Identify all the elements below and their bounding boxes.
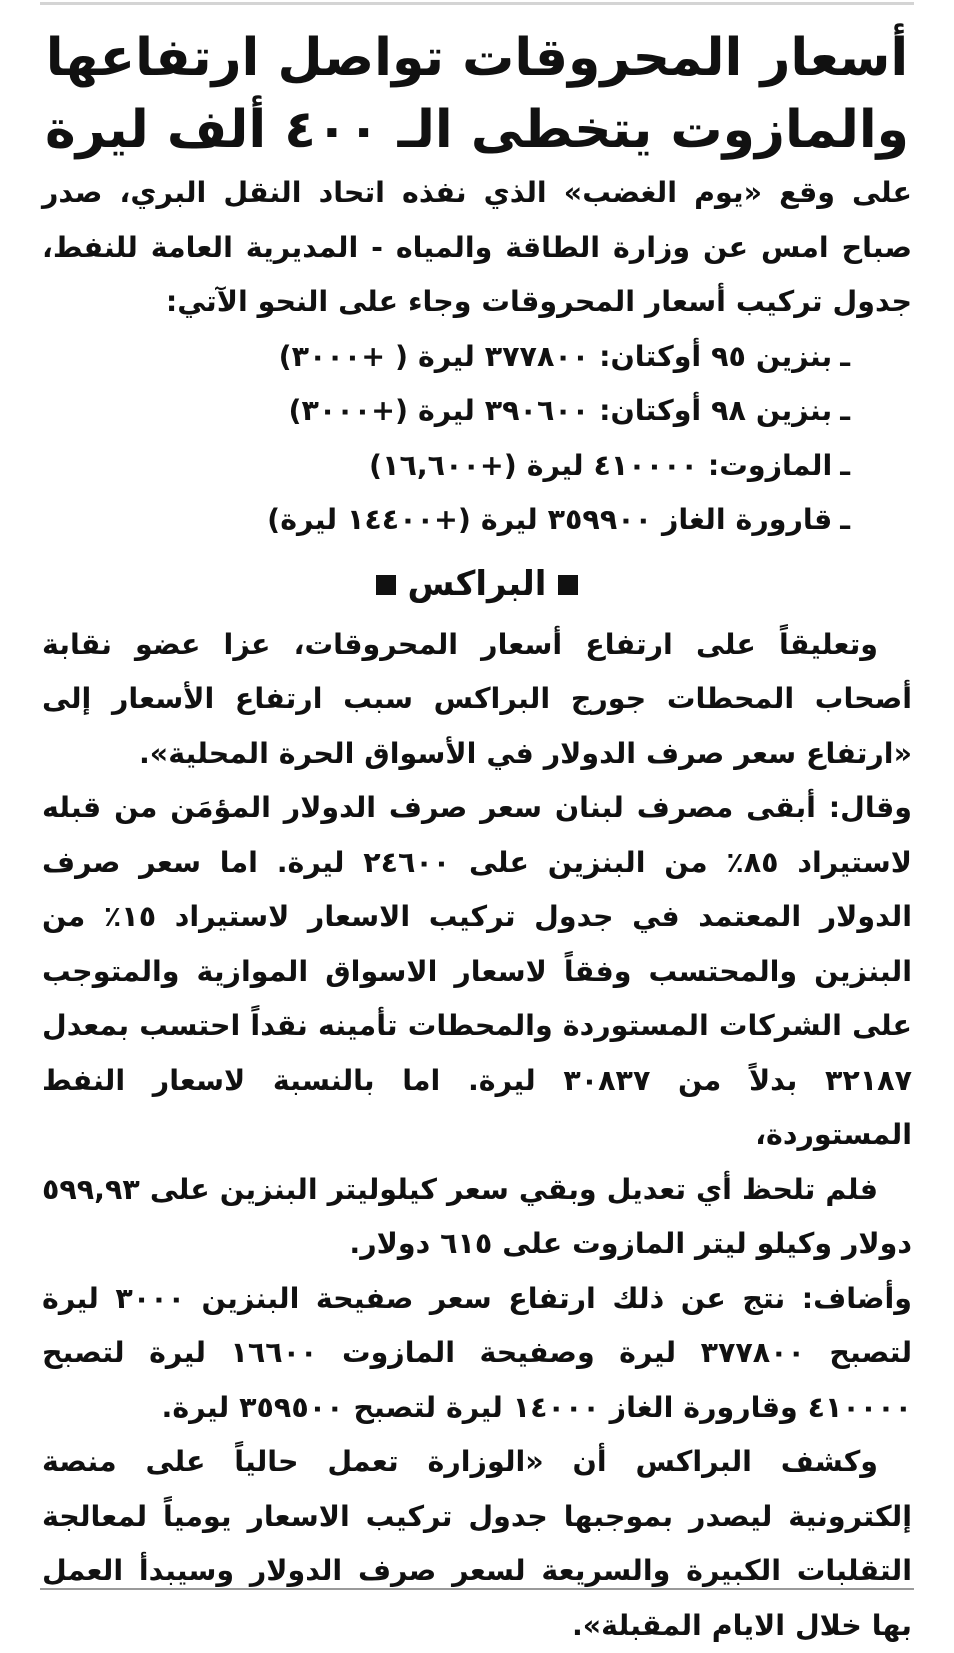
price-list-item-text: بنزين ٩٨ أوكتان: ٣٩٠٦٠٠ ليرة (+٣٠٠٠): [288, 394, 833, 427]
price-list-item-diesel: [42, 439, 850, 494]
bullet-dash: ـ: [840, 339, 850, 373]
bullet-dash: ـ: [840, 394, 850, 427]
subhead-label: البراكس: [407, 563, 547, 604]
lead-paragraph: على وقع «يوم الغضب» الذي نفذه اتحاد النقل البري، صدر صباح امس عن وزارة الطاقة والمياه - المديرية العامة للنفط، جدول تركيب أسعار المحروقات وجاء على النحو الآتي:: [42, 176, 912, 318]
section-subhead: [42, 554, 912, 614]
price-list-item-gas-cylinder: [42, 493, 850, 548]
body-paragraph-2: وقال: أبقى مصرف لبنان سعر صرف الدولار المؤمَن من قبله لاستيراد ٨٥٪ من البنزين على ٢٤٦٠٠ ليرة. اما سعر صرف الدولار المعتمد في جدول تركيب الاسعار لاستيراد ١٥٪ من البنزين والمحتسب وفقاً لاسعار الاسواق الموازية والمتوجب على الشركات المستوردة والمحطات تأمينه نقداً احتسب بمعدل ٣٢١٨٧ بدلاً من ٣٠٨٣٧ ليرة. اما بالنسبة لاسعار النفط المستوردة،: [42, 791, 913, 1151]
price-list: [42, 330, 912, 548]
body-paragraph-4: وأضاف: نتج عن ذلك ارتفاع سعر صفيحة البنزين ٣٠٠٠ ليرة لتصبح ٣٧٧٨٠٠ ليرة وصفيحة المازوت ١٦٦٠٠ ليرة لتصبح ٤١٠٠٠٠ وقارورة الغاز ١٤٠٠٠ ليرة لتصبح ٣٥٩٥٠٠ ليرة.: [42, 1281, 913, 1424]
square-marker-icon: [376, 575, 396, 595]
price-list-item-text: بنزين ٩٥ أوكتان: ٣٧٧٨٠٠ ليرة ( +٣٠٠٠): [278, 339, 833, 373]
headline-line-1: أسعار المحروقات تواصل ارتفاعها: [45, 28, 909, 88]
bullet-dash: ـ: [840, 503, 850, 536]
headline: [42, 22, 912, 166]
body-paragraph-3: فلم تلحظ أي تعديل وبقي سعر كيلوليتر البنزين على ٥٩٩,٩٣ دولار وكيلو ليتر المازوت على ٦١٥ دولار.: [42, 1172, 912, 1260]
bottom-rule: [40, 1588, 914, 1590]
price-list-item-petrol-95: [42, 330, 850, 385]
bullet-dash: ـ: [840, 448, 850, 482]
body-paragraph-1: وتعليقاً على ارتفاع أسعار المحروقات، عزا عضو نقابة أصحاب المحطات جورج البراكس سبب ارتفاع الأسعار إلى «ارتفاع سعر صرف الدولار في الأسواق الحرة المحلية».: [42, 627, 912, 770]
price-list-item-petrol-98: [42, 384, 850, 439]
square-marker-icon: [558, 575, 578, 595]
body-paragraph-5: وكشف البراكس أن «الوزارة تعمل حالياً على منصة إلكترونية ليصدر بموجبها جدول تركيب الاسعار يومياً لمعالجة التقلبات الكبيرة والسريعة لسعر صرف الدولار وسيبدأ العمل بها خلال الايام المقبلة».: [42, 1445, 912, 1642]
news-article: [42, 22, 912, 1653]
price-list-item-text: المازوت: ٤١٠٠٠٠ ليرة (+١٦,٦٠٠): [369, 448, 833, 482]
top-rule: [40, 2, 914, 5]
headline-line-2: والمازوت يتخطى الـ ٤٠٠ ألف ليرة: [45, 100, 909, 160]
price-list-item-text: قارورة الغاز ٣٥٩٩٠٠ ليرة (+١٤٤٠٠ ليرة): [267, 503, 833, 536]
